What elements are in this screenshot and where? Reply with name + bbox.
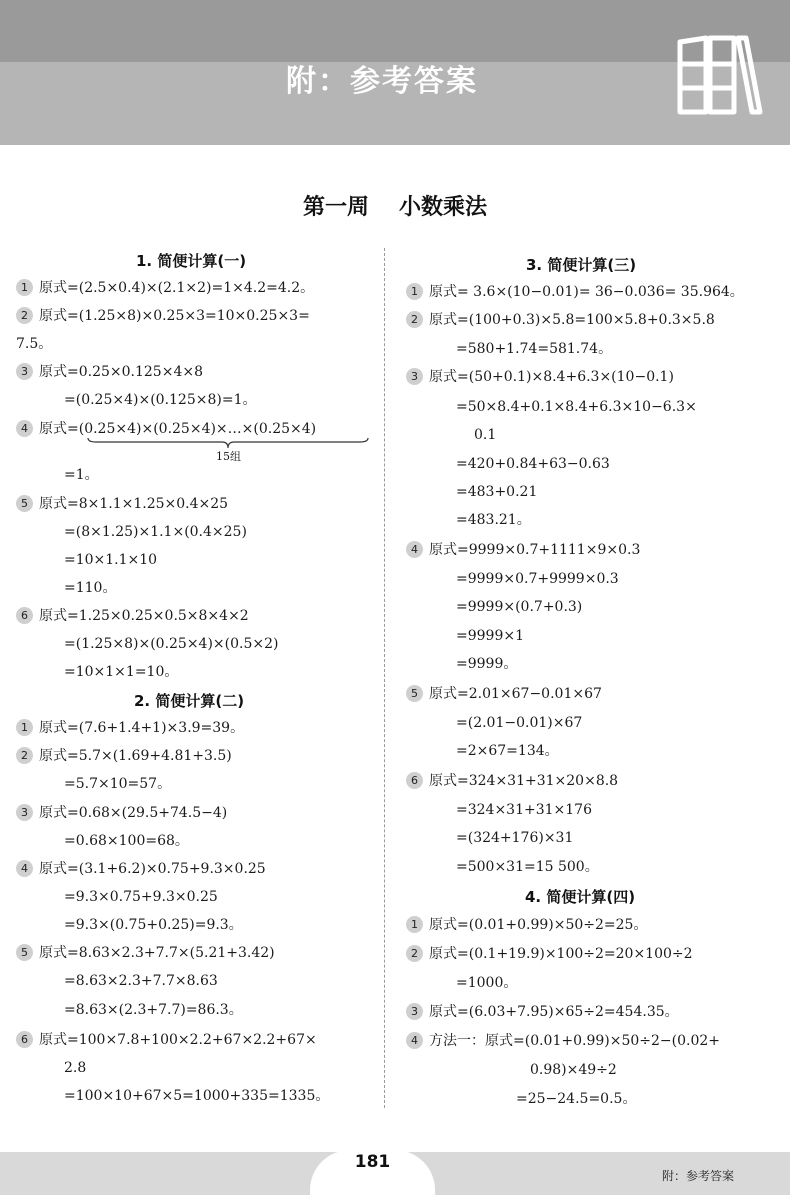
answer-line	[406, 367, 674, 387]
answer-text: 原式=(1.25×8)×0.25×3=10×0.25×3=	[39, 308, 310, 324]
problem-number: 1	[406, 283, 423, 300]
answer-text: 原式=	[39, 421, 79, 437]
answer-text: 方法一：原式=(0.01+0.99)×50÷2−(0.02+	[429, 1033, 721, 1049]
answer-line: =25−24.5=0.5。	[516, 1091, 637, 1107]
answer-line: =100×10+67×5=1000+335=1335。	[64, 1088, 330, 1104]
answer-line: 0.1	[474, 427, 497, 443]
answer-line: =1。	[64, 467, 99, 483]
answer-line	[16, 306, 310, 326]
problem-number: 5	[16, 495, 33, 512]
problem-number: 6	[16, 607, 33, 624]
grouped-expression: (0.25×4)×(0.25×4)×…×(0.25×4)	[78, 421, 317, 437]
answer-line: =9999×1	[456, 628, 524, 644]
answer-line	[406, 282, 744, 302]
answer-line: =9.3×(0.75+0.25)=9.3。	[64, 917, 243, 933]
answer-line	[16, 419, 316, 439]
problem-number: 3	[406, 368, 423, 385]
section-title-2: 2. 简便计算(二)	[134, 692, 245, 710]
answer-line	[16, 718, 244, 738]
answer-line: =324×31+31×176	[456, 802, 592, 818]
answer-line: =(1.25×8)×(0.25×4)×(0.5×2)	[64, 636, 279, 652]
problem-number: 4	[16, 860, 33, 877]
answer-text: 原式=(2.5×0.4)×(2.1×2)=1×4.2=4.2。	[39, 280, 315, 296]
answer-text: 原式=0.68×(29.5+74.5−4)	[39, 805, 228, 821]
answer-text: 原式=324×31+31×20×8.8	[429, 773, 619, 789]
answer-line: =9999×(0.7+0.3)	[456, 599, 583, 615]
answer-line	[16, 278, 314, 298]
answer-line: 7.5。	[16, 336, 53, 352]
answer-line: 2.8	[64, 1060, 87, 1076]
answer-line: =10×1×1=10。	[64, 664, 179, 680]
answer-text: 原式=0.25×0.125×4×8	[39, 364, 203, 380]
problem-number: 2	[406, 311, 423, 328]
header-banner	[0, 0, 790, 145]
answer-line	[16, 606, 249, 626]
answer-text: 原式=2.01×67−0.01×67	[429, 686, 602, 702]
header-title: 附：参考答案	[286, 64, 478, 99]
answer-text: 原式=(3.1+6.2)×0.75+9.3×0.25	[39, 861, 266, 877]
problem-number: 1	[16, 719, 33, 736]
problem-number: 4	[16, 420, 33, 437]
answer-line: =0.68×100=68。	[64, 833, 189, 849]
problem-number: 2	[16, 747, 33, 764]
section-title-3: 3. 简便计算(三)	[526, 256, 637, 274]
answer-line	[16, 494, 228, 514]
week-label: 第一周	[302, 195, 369, 220]
appendix-logo-icon	[676, 34, 764, 116]
problem-number: 1	[406, 916, 423, 933]
answer-line: =50×8.4+0.1×8.4+6.3×10−6.3×	[456, 399, 697, 415]
answer-text: 原式= 3.6×(10−0.01)= 36−0.036= 35.964。	[429, 284, 744, 300]
problem-number: 2	[406, 945, 423, 962]
answer-line	[16, 943, 275, 963]
answer-line	[406, 915, 647, 935]
problem-number: 3	[16, 804, 33, 821]
topic-label: 小数乘法	[399, 195, 488, 220]
section-title-4: 4. 简便计算(四)	[525, 888, 636, 906]
answer-text: 原式=8.63×2.3+7.7×(5.21+3.42)	[39, 945, 275, 961]
answer-line: =(8×1.25)×1.1×(0.4×25)	[64, 524, 247, 540]
answer-text: 原式=(7.6+1.4+1)×3.9=39。	[39, 720, 245, 736]
answer-line: =500×31=15 500。	[456, 859, 599, 875]
answer-line	[406, 1002, 679, 1022]
answer-line	[406, 771, 618, 791]
footer-label: 附：参考答案	[662, 1169, 735, 1183]
answer-line: =8.63×(2.3+7.7)=86.3。	[64, 1002, 243, 1018]
page-number: 181	[354, 1152, 391, 1172]
answer-line: =9.3×0.75+9.3×0.25	[64, 889, 218, 905]
problem-number: 4	[406, 541, 423, 558]
answer-text: 原式=100×7.8+100×2.2+67×2.2+67×	[39, 1032, 317, 1048]
answer-line	[406, 310, 715, 330]
answer-line: =110。	[64, 580, 117, 596]
column-divider	[384, 248, 385, 1108]
week-title	[0, 190, 790, 221]
header-top-band	[0, 0, 790, 62]
problem-number: 6	[16, 1031, 33, 1048]
answer-line	[16, 362, 203, 382]
problem-number: 6	[406, 772, 423, 789]
answer-line	[16, 803, 227, 823]
answer-text: 原式=(0.1+19.9)×100÷2=20×100÷2	[429, 946, 693, 962]
answer-line: =580+1.74=581.74。	[456, 341, 613, 357]
problem-number: 5	[16, 944, 33, 961]
problem-number: 5	[406, 685, 423, 702]
answer-line: =(2.01−0.01)×67	[456, 715, 583, 731]
answer-line	[406, 1031, 720, 1051]
answer-text: 原式=(100+0.3)×5.8=100×5.8+0.3×5.8	[429, 312, 715, 328]
answer-text: 原式=(50+0.1)×8.4+6.3×(10−0.1)	[429, 369, 674, 385]
answer-line: =483+0.21	[456, 484, 538, 500]
answer-line	[16, 859, 266, 879]
answer-line: 0.98)×49÷2	[530, 1062, 617, 1078]
answer-line	[16, 746, 232, 766]
answer-text: 原式=5.7×(1.69+4.81+3.5)	[39, 748, 232, 764]
section-title-1: 1. 简便计算(一)	[136, 252, 247, 270]
problem-number: 3	[16, 363, 33, 380]
answer-line: =9999×0.7+9999×0.3	[456, 571, 619, 587]
problem-number: 3	[406, 1003, 423, 1020]
answer-line	[406, 944, 693, 964]
answer-text: 原式=9999×0.7+1111×9×0.3	[429, 542, 641, 558]
answer-line: =8.63×2.3+7.7×8.63	[64, 973, 218, 989]
answer-line	[406, 540, 640, 560]
group-count-note: 15组	[216, 450, 241, 463]
problem-number: 2	[16, 307, 33, 324]
answer-line: =2×67=134。	[456, 743, 559, 759]
answer-line: =483.21。	[456, 512, 531, 528]
answer-line: =420+0.84+63−0.63	[456, 456, 610, 472]
answer-line: =(324+176)×31	[456, 830, 574, 846]
answer-line	[16, 1030, 317, 1050]
answer-text: 原式=(6.03+7.95)×65÷2=454.35。	[429, 1004, 679, 1020]
answer-line: =5.7×10=57。	[64, 776, 172, 792]
answer-line: =(0.25×4)×(0.125×8)=1。	[64, 392, 257, 408]
answer-line: =10×1.1×10	[64, 552, 158, 568]
answer-line: =9999。	[456, 656, 518, 672]
problem-number: 1	[16, 279, 33, 296]
answer-line: =1000。	[456, 975, 518, 991]
answer-text: 原式=8×1.1×1.25×0.4×25	[39, 496, 229, 512]
answer-line	[406, 684, 602, 704]
answer-text: 原式=1.25×0.25×0.5×8×4×2	[39, 608, 249, 624]
problem-number: 4	[406, 1032, 423, 1049]
answer-text: 原式=(0.01+0.99)×50÷2=25。	[429, 917, 648, 933]
